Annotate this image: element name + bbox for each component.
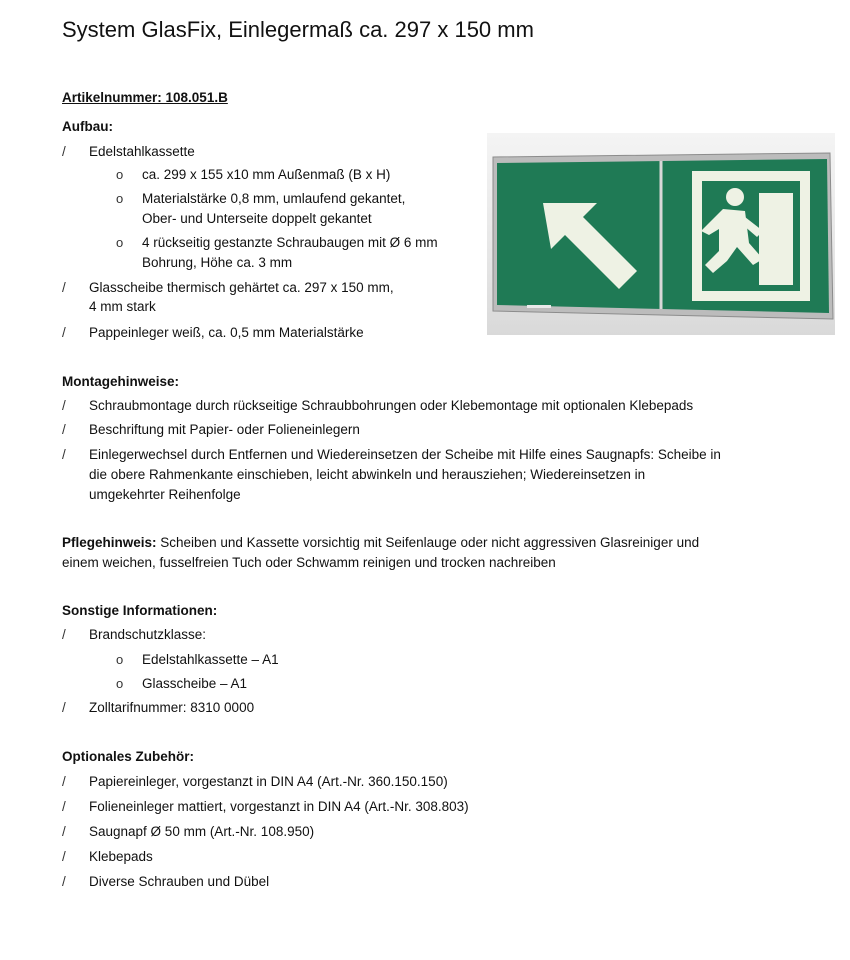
list-subitem: ca. 299 x 155 x10 mm Außenmaß (B x H) xyxy=(142,167,391,182)
list-item: Beschriftung mit Papier- oder Folieneinlegern xyxy=(89,422,360,437)
list-item: Klebepads xyxy=(89,849,153,864)
list-item: Papiereinleger, vorgestanzt in DIN A4 (Art.-Nr. 360.150.150) xyxy=(89,774,448,789)
slash-bullet-icon: / xyxy=(62,799,66,814)
slash-bullet-icon: / xyxy=(62,398,66,413)
slash-bullet-icon: / xyxy=(62,627,66,642)
slash-bullet-icon: / xyxy=(62,447,66,462)
list-subitem: 4 rückseitig gestanzte Schraubaugen mit Ø 6 mm xyxy=(142,235,438,250)
list-item: 4 mm stark xyxy=(89,299,156,314)
circle-bullet-icon: o xyxy=(116,676,124,691)
slash-bullet-icon: / xyxy=(62,700,66,715)
list-subitem: Glasscheibe – A1 xyxy=(142,676,248,691)
emergency-exit-sign-icon xyxy=(487,133,835,335)
list-item: Einlegerwechsel durch Entfernen und Wiedereinsetzen der Scheibe mit Hilfe eines Saugnapfs: Scheibe in xyxy=(89,447,721,462)
circle-bullet-icon: o xyxy=(116,235,124,250)
document-title: System GlasFix, Einlegermaß ca. 297 x 150 mm xyxy=(62,17,534,42)
care-note-label: Pflegehinweis: xyxy=(62,535,157,550)
circle-bullet-icon: o xyxy=(116,167,124,182)
list-item: Glasscheibe thermisch gehärtet ca. 297 x 150 mm, xyxy=(89,280,394,295)
care-note-text: Scheiben und Kassette vorsichtig mit Seifenlauge oder nicht aggressiven Glasreiniger und xyxy=(156,535,700,550)
article-number: Artikelnummer: 108.051.B xyxy=(62,90,228,105)
slash-bullet-icon: / xyxy=(62,874,66,889)
list-item: Brandschutzklasse: xyxy=(89,627,207,642)
list-item: Schraubmontage durch rückseitige Schraubbohrungen oder Klebemontage mit optionalen Klebepads xyxy=(89,398,694,413)
product-photo xyxy=(487,133,835,335)
list-item: umgekehrter Reihenfolge xyxy=(89,487,241,502)
list-item: Folieneinleger mattiert, vorgestanzt in DIN A4 (Art.-Nr. 308.803) xyxy=(89,799,469,814)
slash-bullet-icon: / xyxy=(62,144,66,159)
care-note-text-2: einem weichen, fusselfreien Tuch oder Schwamm reinigen und trocken nachreiben xyxy=(62,555,556,570)
slash-bullet-icon: / xyxy=(62,824,66,839)
list-subitem: Bohrung, Höhe ca. 3 mm xyxy=(142,255,293,270)
list-item: Zolltarifnummer: 8310 0000 xyxy=(89,700,255,715)
slash-bullet-icon: / xyxy=(62,325,66,340)
section-heading-montage: Montagehinweise: xyxy=(62,374,180,389)
care-note xyxy=(62,533,699,553)
list-item: Saugnapf Ø 50 mm (Art.-Nr. 108.950) xyxy=(89,824,315,839)
circle-bullet-icon: o xyxy=(116,652,124,667)
list-item: die obere Rahmenkante einschieben, leicht abwinkeln und herausziehen; Wiedereinsetzen in xyxy=(89,467,646,482)
section-heading-zubehoer: Optionales Zubehör: xyxy=(62,749,195,764)
list-subitem: Ober- und Unterseite doppelt gekantet xyxy=(142,211,372,226)
slash-bullet-icon: / xyxy=(62,422,66,437)
section-heading-aufbau: Aufbau: xyxy=(62,119,113,134)
list-item: Edelstahlkassette xyxy=(89,144,195,159)
slash-bullet-icon: / xyxy=(62,280,66,295)
list-subitem: Materialstärke 0,8 mm, umlaufend gekantet, xyxy=(142,191,406,206)
section-heading-sonstige: Sonstige Informationen: xyxy=(62,603,218,618)
circle-bullet-icon: o xyxy=(116,191,124,206)
list-subitem: Edelstahlkassette – A1 xyxy=(142,652,279,667)
list-item: Pappeinleger weiß, ca. 0,5 mm Materialstärke xyxy=(89,325,364,340)
list-item: Diverse Schrauben und Dübel xyxy=(89,874,270,889)
slash-bullet-icon: / xyxy=(62,849,66,864)
slash-bullet-icon: / xyxy=(62,774,66,789)
